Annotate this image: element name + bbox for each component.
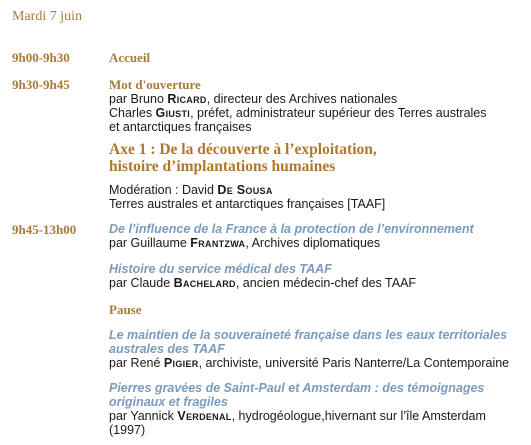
speaker-name: Pigier	[163, 356, 199, 370]
time-slot: 9h30-9h45	[12, 77, 70, 92]
moderator-name: De Sousa	[217, 183, 273, 197]
speaker-name: Bachelard	[173, 276, 236, 290]
speaker-line: par Yannick Verdenal, hydrogéologue,hivernant sur l’île Amsterdam	[109, 409, 486, 423]
speaker-line: par Bruno Ricard, directeur des Archives nationales	[109, 92, 398, 106]
talk-title: Pierres gravées de Saint-Paul et Amsterdam : des témoignages	[109, 381, 485, 395]
speaker-line: (1997)	[109, 423, 146, 437]
speaker-name: Verdenal	[177, 409, 232, 423]
talk-title: originaux et fragiles	[109, 395, 228, 409]
talk-title: Histoire du service médical des TAAF	[109, 262, 332, 276]
affiliation-line: Terres australes et antarctiques françaises [TAAF]	[109, 197, 386, 211]
axis-title: histoire d’implantations humaines	[109, 158, 336, 175]
talk-title: australes des TAAF	[109, 342, 225, 356]
speaker-name: Ricard	[167, 92, 207, 106]
session-title: Accueil	[109, 50, 151, 65]
time-slot: 9h45-13h00	[12, 222, 77, 237]
speaker-line: par Claude Bachelard, ancien médecin-chef des TAAF	[109, 276, 417, 290]
moderation-line: Modération : David De Sousa	[109, 183, 273, 197]
speaker-line: et antarctiques françaises	[109, 120, 252, 134]
time-slot: 9h00-9h30	[12, 50, 70, 65]
axis-title: Axe 1 : De la découverte à l’exploitation,	[109, 141, 377, 158]
speaker-line: par Guillaume Frantzwa, Archives diplomatiques	[109, 236, 381, 250]
speaker-line: Charles Giusti, préfet, administrateur supérieur des Terres australes	[109, 106, 487, 120]
talk-title: Le maintien de la souveraineté française dans les eaux territoriales	[109, 328, 508, 342]
speaker-name: Giusti	[155, 106, 191, 120]
speaker-name: Frantzwa	[190, 236, 246, 250]
day-heading: Mardi 7 juin	[12, 9, 82, 24]
talk-title: De l’influence de la France à la protection de l’environnement	[109, 222, 474, 236]
pause-label: Pause	[109, 302, 142, 317]
session-title: Mot d'ouverture	[109, 77, 201, 92]
speaker-line: par René Pigier, archiviste, université Paris Nanterre/La Contemporaine	[109, 356, 510, 370]
